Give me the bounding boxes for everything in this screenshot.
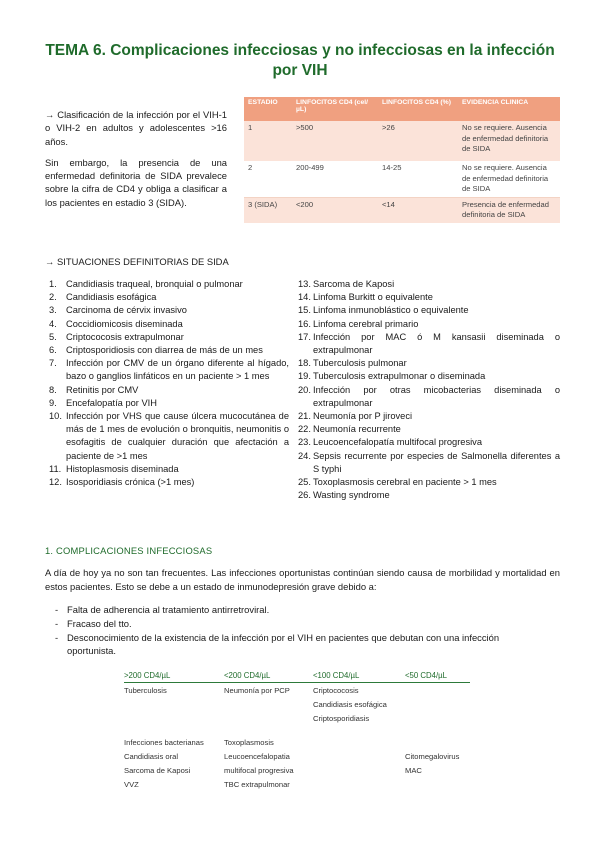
list-item-number: 23. <box>298 437 311 448</box>
list-item-text: Fracaso del tto. <box>67 618 132 629</box>
list-item-number: 9. <box>49 397 57 408</box>
table-row <box>124 749 470 763</box>
list-item-number: 10. <box>49 411 62 422</box>
list-item <box>55 603 550 616</box>
list-item-text: Infección por CMV de un órgano diferente al hígado, bazo o ganglios linfáticos en un paciente > 1 mes <box>66 358 289 382</box>
cd4-header-row <box>124 669 470 683</box>
list-item <box>298 476 560 489</box>
table-cell: Candidiasis esofágica <box>313 699 387 709</box>
list-item-number: 14. <box>298 292 311 303</box>
list-item-text: Neumonía por P jiroveci <box>313 411 413 422</box>
list-item-text: Wasting syndrome <box>313 490 390 501</box>
table-cell: 2 <box>244 161 292 197</box>
list-item-number: 15. <box>298 305 311 316</box>
table-cell: 3 (SIDA) <box>244 197 292 223</box>
list-item-number: 2. <box>49 292 57 303</box>
table-cell: Toxoplasmosis <box>224 737 274 747</box>
table-cell: Citomegalovirus <box>405 751 460 761</box>
intro-paragraph-2: Sin embargo, la presencia de una enfermedad definitoria de SIDA prevalece sobre la cifra de CD4 y obliga a clasificar a los pacientes en estadio 3 (SIDA). <box>45 156 227 208</box>
list-item <box>298 436 560 449</box>
table-row <box>124 735 470 749</box>
list-item-text: Sarcoma de Kaposi <box>313 279 395 289</box>
table-cell: TBC extrapulmonar <box>224 779 290 789</box>
table-cell: Tuberculosis <box>124 685 167 695</box>
table-cell: Criptococosis <box>313 685 359 695</box>
table-cell: Leucoencefalopatia <box>224 751 290 761</box>
list-item-number: 19. <box>298 371 311 382</box>
cd4-infections-table <box>124 669 470 791</box>
list-item <box>55 617 550 630</box>
page-title: TEMA 6. Complicaciones infecciosas y no infecciosas en la infección por VIH <box>45 42 555 79</box>
list-item-number: 20. <box>298 384 311 395</box>
section-heading: 1. COMPLICACIONES INFECCIOSAS <box>45 545 213 556</box>
list-item-number: 12. <box>49 477 62 488</box>
table-cell: 1 <box>244 121 292 161</box>
list-item <box>49 278 289 291</box>
table-cell: Presencia de enfermedad definitoria de SIDA <box>458 197 560 223</box>
list-item-number: 16. <box>298 318 311 329</box>
list-item-text: Histoplasmosis diseminada <box>66 463 179 474</box>
list-item-text: Candidiasis traqueal, bronquial o pulmonar <box>66 279 243 289</box>
list-item-number: 25. <box>298 477 311 488</box>
table-row <box>124 763 470 777</box>
list-item-number: 13. <box>298 279 311 289</box>
table-row <box>124 697 470 711</box>
list-item-text: Linfoma inmunoblástico o equivalente <box>313 305 469 316</box>
list-item-text: Desconocimiento de la existencia de la infección por el VIH en pacientes que debutan con una infección oportunista. <box>67 632 500 656</box>
list-item <box>49 291 289 304</box>
table-cell: Criptosporidiasis <box>313 713 370 723</box>
row-spacer <box>124 725 470 735</box>
list-item-number: 1. <box>49 279 57 289</box>
classification-header-row <box>244 97 560 121</box>
bullet-list <box>55 603 550 658</box>
situaciones-list-right <box>298 278 560 502</box>
list-item-text: Candidiasis esofágica <box>66 292 157 303</box>
list-item-number: 11. <box>49 463 62 474</box>
list-item-text: Isosporidiasis crónica (>1 mes) <box>66 477 195 488</box>
list-item <box>49 410 289 463</box>
table-row <box>124 711 470 725</box>
list-item-number: 3. <box>49 305 57 316</box>
list-item-text: Linfoma cerebral primario <box>313 318 419 329</box>
list-item-number: 7. <box>49 358 57 369</box>
list-item-number: 4. <box>49 318 57 329</box>
bullet-marker: - <box>55 618 59 629</box>
list-item <box>49 384 289 397</box>
table-cell: VVZ <box>124 779 139 789</box>
table-cell: Candidiasis oral <box>124 751 179 761</box>
table-cell: >500 <box>292 121 378 161</box>
list-item <box>298 450 560 476</box>
table-cell: 14-25 <box>378 161 458 197</box>
list-item-text: Retinitis por CMV <box>66 384 139 395</box>
table-row <box>244 121 560 161</box>
table-cell: MAC <box>405 765 422 775</box>
list-item <box>298 331 560 357</box>
table-row <box>124 777 470 791</box>
table-cell: No se requiere. Ausencia de enfermedad definitoria de SIDA <box>458 161 560 197</box>
list-item <box>49 397 289 410</box>
classification-table <box>244 97 560 223</box>
list-item-text: Tuberculosis extrapulmonar o diseminada <box>313 371 486 382</box>
list-item-text: Sepsis recurrente por especies de Salmonella diferentes a S typhi <box>313 450 560 474</box>
list-item <box>298 370 560 383</box>
section-paragraph: A día de hoy ya no son tan frecuentes. Las infecciones oportunistas continúan siendo causa de morbilidad y mortalidad en estos pacientes. Esto se debe a un estado de inmunodepresión grave debido a: <box>45 567 560 592</box>
bullet-marker: - <box>55 604 59 615</box>
list-item <box>298 410 560 423</box>
list-item <box>49 357 289 383</box>
cd4-header: <50 CD4/µL <box>405 671 447 680</box>
table-cell: <200 <box>292 197 378 223</box>
list-item <box>298 318 560 331</box>
table-cell: <14 <box>378 197 458 223</box>
list-item-text: Toxoplasmosis cerebral en paciente > 1 mes <box>313 477 497 488</box>
table-cell: multifocal progresiva <box>224 765 294 775</box>
table-cell: >26 <box>378 121 458 161</box>
list-item-text: Encefalopatía por VIH <box>66 397 157 408</box>
intro-paragraph-1: → Clasificación de la infección por el VIH-1 o VIH-2 en adultos y adolescentes >16 años. <box>45 109 227 147</box>
cd4-header: <100 CD4/µL <box>313 671 360 680</box>
table-cell: Neumonía por PCP <box>224 685 290 695</box>
header-cd4-cel: LINFOCITOS CD4 (cel/µL) <box>292 97 378 121</box>
list-item-number: 8. <box>49 384 57 395</box>
list-item <box>49 318 289 331</box>
list-item <box>298 291 560 304</box>
list-item <box>298 304 560 317</box>
list-item <box>49 331 289 344</box>
list-item-number: 18. <box>298 358 311 369</box>
list-item-text: Tuberculosis pulmonar <box>313 358 407 369</box>
list-item-text: Criptococosis extrapulmonar <box>66 331 184 342</box>
table-cell: Sarcoma de Kaposi <box>124 765 191 775</box>
list-item-text: Falta de adherencia al tratamiento antirretroviral. <box>67 604 270 615</box>
list-item-text: Infección por otras micobacterias diseminada o extrapulmonar <box>313 384 560 408</box>
list-item <box>298 423 560 436</box>
header-evidencia: EVIDENCIA CLINICA <box>458 97 560 121</box>
list-item-text: Infección por MAC ó M kansasii diseminada o extrapulmonar <box>313 331 560 356</box>
list-item <box>298 384 560 410</box>
bullet-marker: - <box>55 632 59 643</box>
list-item-text: Leucoencefalopatía multifocal progresiva <box>313 437 482 448</box>
situaciones-list-left <box>49 278 289 489</box>
list-item <box>49 476 289 489</box>
list-item-text: Linfoma Burkitt o equivalente <box>313 292 433 303</box>
list-item-number: 17. <box>298 331 311 342</box>
table-row <box>124 683 470 697</box>
list-item-text: Infección por VHS que cause úlcera mucocutánea de más de 1 mes de evolución o bronquitis, neumonitis o esofagitis de cualquier duración que afectación a paciente de >1 mes <box>66 411 289 461</box>
list-item-number: 22. <box>298 424 311 435</box>
list-item-text: Coccidiomicosis diseminada <box>66 318 183 329</box>
list-item <box>49 304 289 317</box>
list-item-text: Neumonía recurrente <box>313 424 401 435</box>
cd4-header: <200 CD4/µL <box>224 671 271 680</box>
list-item-number: 26. <box>298 490 311 501</box>
table-cell: No se requiere. Ausencia de enfermedad definitoria de SIDA <box>458 121 560 161</box>
list-item-text: Criptosporidiosis con diarrea de más de un mes <box>66 345 263 356</box>
list-item <box>49 463 289 476</box>
list-item <box>298 357 560 370</box>
intro-text <box>45 108 227 217</box>
list-item <box>55 631 550 657</box>
cd4-header: >200 CD4/µL <box>124 671 171 680</box>
list-item-number: 21. <box>298 411 311 422</box>
list-item <box>298 278 560 291</box>
table-row <box>244 161 560 197</box>
list-item-text: Carcinoma de cérvix invasivo <box>66 305 187 316</box>
list-item-number: 6. <box>49 345 57 356</box>
list-item-number: 5. <box>49 331 57 342</box>
list-item-number: 24. <box>298 450 311 461</box>
situaciones-heading: → SITUACIONES DEFINITORIAS DE SIDA <box>45 256 229 267</box>
table-cell: 200-499 <box>292 161 378 197</box>
list-item <box>49 344 289 357</box>
header-estadio: ESTADIO <box>244 97 292 121</box>
list-item <box>298 489 560 502</box>
table-cell: Infecciones bacterianas <box>124 737 204 747</box>
header-cd4-pct: LINFOCITOS CD4 (%) <box>378 97 458 121</box>
table-row <box>244 197 560 223</box>
